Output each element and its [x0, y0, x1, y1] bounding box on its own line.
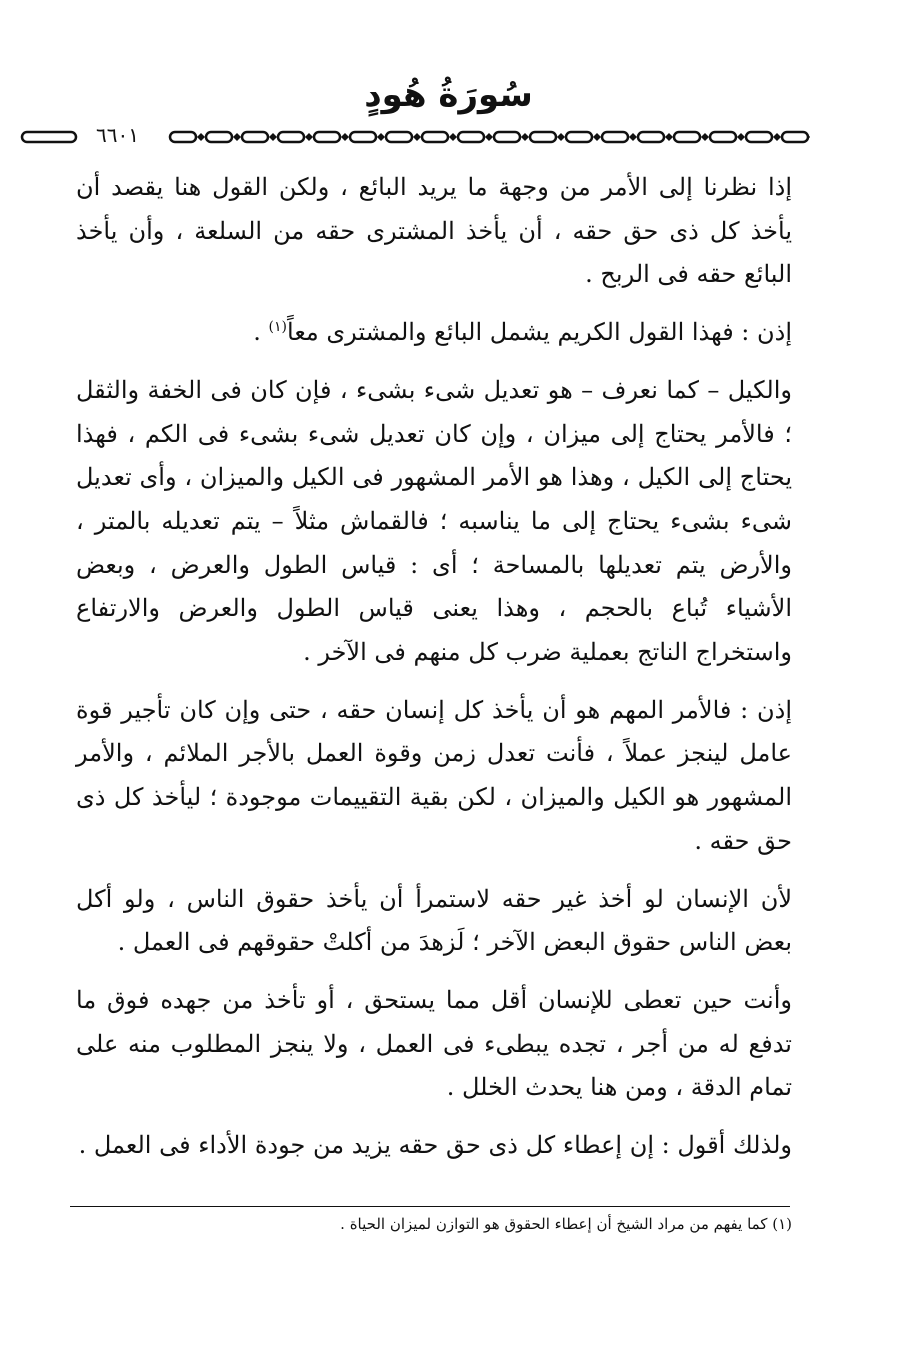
paragraph-6: وأنت حين تعطى للإنسان أقل مما يستحق ، أو تأخذ من جهده فوق ما تدفع له من أجر ، تجده يبطىء فى العمل ، ولا ينجز المطلوب منه على تمام الدقة ، ومن هنا يحدث الخلل . [76, 985, 792, 1102]
paragraph-4: إذن : فالأمر المهم هو أن يأخذ كل إنسان حقه ، حتى وإن كان تأجير قوة عامل لينجز عملاً ، فأنت تعدل زمن وقوة العمل بالأجر الملائم ، والأمر المشهور هو الكيل والميزان ، لكن بقية التقييمات موجودة ؛ ليأخذ كل ذى حق حقه . [76, 695, 792, 855]
ornament-diamond [305, 133, 313, 141]
ornament-diamond [593, 133, 601, 141]
ornament-link [170, 132, 196, 142]
ornament-diamond [701, 133, 709, 141]
ornament-diamond [737, 133, 745, 141]
paragraph-2-text: إذن : فهذا القول الكريم يشمل البائع والمشترى معاً [287, 318, 792, 347]
ornament-diamond [485, 133, 493, 141]
footnote-separator [70, 1206, 790, 1207]
ornament-diamond [341, 133, 349, 141]
paragraph-2: إذن : فهذا القول الكريم يشمل البائع والمشترى معاً$^{(١)}$ . [253, 318, 792, 347]
page-number: ٦٦٠١ [96, 123, 139, 147]
ornament-diamond [521, 133, 529, 141]
ornament-link [242, 132, 268, 142]
ornament-diamond [413, 133, 421, 141]
ornament-link [458, 132, 484, 142]
ornament-link [350, 132, 376, 142]
ornament-diamond [665, 133, 673, 141]
ornament-diamond [269, 133, 277, 141]
ornament-diamond [809, 133, 810, 141]
ornament-link [494, 132, 520, 142]
ornament-chain-graphic [20, 123, 810, 148]
ornament-diamond [557, 133, 565, 141]
ornament-link [782, 132, 808, 142]
ornament-link [638, 132, 664, 142]
ornament-link [710, 132, 736, 142]
ornament-link [386, 132, 412, 142]
ornament-link [278, 132, 304, 142]
header-ornament-border [20, 123, 810, 148]
ornament-link [530, 132, 556, 142]
paragraph-7: ولذلك أقول : إن إعطاء كل ذى حق حقه يزيد من جودة الأداء فى العمل . [78, 1131, 792, 1160]
ornament-diamond [233, 133, 241, 141]
ornament-diamond [197, 133, 205, 141]
ornament-link [314, 132, 340, 142]
ornament-link [674, 132, 700, 142]
ornament-link [746, 132, 772, 142]
ornament-diamond [449, 133, 457, 141]
paragraph-5: لأن الإنسان لو أخذ غير حقه لاستمرأ أن يأخذ حقوق الناس ، ولو أكل بعض الناس حقوق البعض الآخر ؛ لَزهدَ من أكلتْ حقوقهم فى العمل . [76, 884, 792, 957]
paragraph-1: إذا نظرنا إلى الأمر من وجهة ما يريد البائع ، ولكن القول هنا يقصد أن يأخذ كل ذى حق حقه ، أن يأخذ المشترى حقه من السلعة ، وأن يأخذ البائع حقه فى الربح . [76, 173, 792, 289]
footnote-text: (١) كما يفهم من مراد الشيخ أن إعطاء الحقوق هو التوازن لميزان الحياة . [340, 1215, 792, 1233]
ornament-link [602, 132, 628, 142]
ornament-link [566, 132, 592, 142]
ornament-link [206, 132, 232, 142]
ornament-diamond [629, 133, 637, 141]
body-text [76, 166, 792, 1182]
footnote-marker: (١) [268, 319, 288, 336]
ornament-diamond [773, 133, 781, 141]
ornament-diamond [377, 133, 385, 141]
paragraph-3: والكيل – كما نعرف – هو تعديل شىء بشىء ، فإن كان فى الخفة والثقل ؛ فالأمر يحتاج إلى ميزان ، وإن كان تعديل شىء بشىء فى الكم ، فهذا يحتاج إلى الكيل ، وهذا هو الأمر المشهور فى الكيل والميزان ، وأى تعديل شىء بشىء يحتاج إلى ما يناسبه ؛ فالقماش مثلاً – يتم تعديله بالمتر ، والأرض يتم تعديلها بالمساحة ؛ أى : قياس الطول والعرض ، وبعض الأشياء تُباع بالحجم ، وهذا يعنى قياس الطول والعرض والارتفاع واستخراج الناتج بعملية ضرب كل منهم فى الآخر . [76, 375, 792, 667]
ornament-link [422, 132, 448, 142]
surah-title: سُورَةُ هُودٍ [364, 75, 533, 115]
